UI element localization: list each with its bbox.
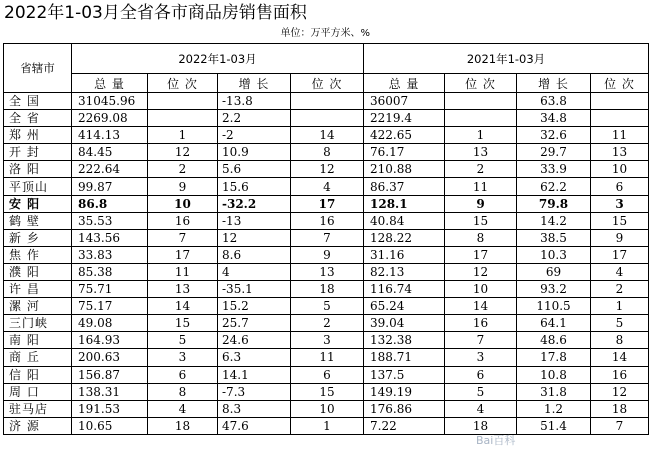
growth-2022-cell: -35.1: [218, 281, 291, 298]
growth-2022-cell: 6.3: [218, 349, 291, 366]
total-2022-cell: 99.87: [72, 178, 148, 195]
growth-2021-cell: 34.8: [517, 110, 591, 127]
rank-2021-cell: 17: [445, 246, 517, 263]
rank-2022-cell: 1: [148, 127, 218, 144]
total-2021-cell: 39.04: [364, 315, 445, 332]
growth-rank-2022-cell: [291, 110, 364, 127]
rank-2022-cell: 3: [148, 349, 218, 366]
growth-2021-cell: 62.2: [517, 178, 591, 195]
growth-2021-cell: 93.2: [517, 281, 591, 298]
growth-2021-cell: 33.9: [517, 161, 591, 178]
total-2021-cell: 40.84: [364, 212, 445, 229]
growth-rank-2021-cell: 7: [591, 417, 649, 434]
total-2021-cell: 422.65: [364, 127, 445, 144]
table-row: [4, 178, 649, 195]
growth-rank-2022-cell: 13: [291, 263, 364, 280]
growth-rank-2021-cell: 18: [591, 400, 649, 417]
growth-2022-cell: 8.6: [218, 246, 291, 263]
total-2022-header: 总 量: [72, 74, 148, 93]
growth-rank-2021-cell: 11: [591, 127, 649, 144]
page-title: 2022年1-03月全省各市商品房销售面积: [4, 3, 307, 23]
table-row: [4, 400, 649, 417]
region-name-cell: 郑 州: [4, 127, 72, 144]
growth-2021-cell: 29.7: [517, 144, 591, 161]
growth-rank-2022-cell: 12: [291, 161, 364, 178]
table-row: [4, 161, 649, 178]
rank-2021-cell: 16: [445, 315, 517, 332]
growth-rank-2022-cell: 14: [291, 127, 364, 144]
total-2022-cell: 10.65: [72, 417, 148, 434]
period-2021-header: 2021年1-03月: [364, 44, 649, 74]
growth-2022-cell: 15.6: [218, 178, 291, 195]
growth-rank-2021-cell: 3: [591, 195, 649, 212]
region-name-cell: 全 国: [4, 93, 72, 110]
table-row: [4, 195, 649, 212]
growth-rank-2021-cell: 9: [591, 229, 649, 246]
growth-rank-2022-cell: 15: [291, 383, 364, 400]
total-2022-cell: 33.83: [72, 246, 148, 263]
growth-2021-cell: 38.5: [517, 229, 591, 246]
growth-2021-cell: 79.8: [517, 195, 591, 212]
growth-2021-cell: 63.8: [517, 93, 591, 110]
rank-2022-cell: 2: [148, 161, 218, 178]
rank-2022-cell: 12: [148, 144, 218, 161]
total-2021-cell: 76.17: [364, 144, 445, 161]
total-2021-cell: 36007: [364, 93, 445, 110]
watermark-logo: Bai百科: [476, 434, 516, 447]
region-name-cell: 全 省: [4, 110, 72, 127]
rank-2022-cell: [148, 93, 218, 110]
rank-2022-cell: 4: [148, 400, 218, 417]
growth-rank-2022-header: 位 次: [291, 74, 364, 93]
growth-2022-cell: 8.3: [218, 400, 291, 417]
growth-2021-cell: 51.4: [517, 417, 591, 434]
growth-rank-2022-cell: 10: [291, 400, 364, 417]
table-row: [4, 383, 649, 400]
rank-2021-cell: 7: [445, 332, 517, 349]
growth-rank-2022-cell: 6: [291, 366, 364, 383]
region-name-cell: 漯 河: [4, 298, 72, 315]
total-2021-cell: 116.74: [364, 281, 445, 298]
growth-rank-2021-cell: 16: [591, 366, 649, 383]
growth-rank-2021-cell: 6: [591, 178, 649, 195]
growth-rank-2021-cell: 5: [591, 315, 649, 332]
total-2022-cell: 35.53: [72, 212, 148, 229]
rank-2022-cell: 14: [148, 298, 218, 315]
growth-rank-2021-cell: 1: [591, 298, 649, 315]
total-2022-cell: 86.8: [72, 195, 148, 212]
growth-rank-2022-cell: 16: [291, 212, 364, 229]
total-2022-cell: 2269.08: [72, 110, 148, 127]
growth-2021-cell: 10.8: [517, 366, 591, 383]
growth-rank-2021-cell: 15: [591, 212, 649, 229]
total-2021-cell: 176.86: [364, 400, 445, 417]
growth-2021-cell: 48.6: [517, 332, 591, 349]
rank-2021-cell: 1: [445, 127, 517, 144]
growth-rank-2022-cell: 1: [291, 417, 364, 434]
unit-label: 单位：万平方米、%: [280, 28, 370, 39]
growth-rank-2022-cell: [291, 93, 364, 110]
rank-2022-cell: 18: [148, 417, 218, 434]
region-name-cell: 许 昌: [4, 281, 72, 298]
growth-2022-cell: -32.2: [218, 195, 291, 212]
rank-2021-cell: [445, 93, 517, 110]
rank-2022-cell: 6: [148, 366, 218, 383]
rank-2022-cell: [148, 110, 218, 127]
region-name-cell: 济 源: [4, 417, 72, 434]
rank-2022-cell: 10: [148, 195, 218, 212]
region-name-cell: 开 封: [4, 144, 72, 161]
rank-2021-cell: 11: [445, 178, 517, 195]
region-name-cell: 鹤 壁: [4, 212, 72, 229]
region-name-cell: 洛 阳: [4, 161, 72, 178]
table-row: [4, 93, 649, 110]
growth-2021-cell: 10.3: [517, 246, 591, 263]
growth-2022-cell: 2.2: [218, 110, 291, 127]
region-name-cell: 安 阳: [4, 195, 72, 212]
total-2022-cell: 191.53: [72, 400, 148, 417]
total-2021-cell: 86.37: [364, 178, 445, 195]
growth-rank-2021-cell: 14: [591, 349, 649, 366]
growth-rank-2022-cell: 2: [291, 315, 364, 332]
growth-2021-cell: 110.5: [517, 298, 591, 315]
total-2022-cell: 84.45: [72, 144, 148, 161]
growth-rank-2022-cell: 7: [291, 229, 364, 246]
growth-2022-cell: 15.2: [218, 298, 291, 315]
growth-2022-cell: 47.6: [218, 417, 291, 434]
rank-2022-cell: 17: [148, 246, 218, 263]
total-2021-header: 总 量: [364, 74, 445, 93]
table-row: [4, 229, 649, 246]
rank-2021-cell: 3: [445, 349, 517, 366]
rank-2021-cell: 13: [445, 144, 517, 161]
growth-rank-2021-cell: 4: [591, 263, 649, 280]
table-row: [4, 246, 649, 263]
rank-2021-cell: 6: [445, 366, 517, 383]
total-2021-cell: 2219.4: [364, 110, 445, 127]
rank-2022-cell: 7: [148, 229, 218, 246]
total-2022-cell: 200.63: [72, 349, 148, 366]
region-name-cell: 南 阳: [4, 332, 72, 349]
total-2022-cell: 75.71: [72, 281, 148, 298]
growth-rank-2021-cell: 12: [591, 383, 649, 400]
growth-rank-2022-cell: 11: [291, 349, 364, 366]
region-name-cell: 平顶山: [4, 178, 72, 195]
total-2022-cell: 138.31: [72, 383, 148, 400]
growth-2022-cell: 5.6: [218, 161, 291, 178]
region-name-cell: 焦 作: [4, 246, 72, 263]
rank-2021-cell: 10: [445, 281, 517, 298]
total-2021-cell: 31.16: [364, 246, 445, 263]
rank-2022-cell: 11: [148, 263, 218, 280]
total-2022-cell: 143.56: [72, 229, 148, 246]
rank-2021-cell: [445, 110, 517, 127]
rank-2022-cell: 15: [148, 315, 218, 332]
region-name-cell: 三门峡: [4, 315, 72, 332]
rank-2021-cell: 8: [445, 229, 517, 246]
growth-rank-2022-cell: 5: [291, 298, 364, 315]
growth-rank-2021-cell: [591, 93, 649, 110]
total-2022-cell: 31045.96: [72, 93, 148, 110]
growth-2022-cell: -13: [218, 212, 291, 229]
table-row: [4, 366, 649, 383]
total-2021-cell: 132.38: [364, 332, 445, 349]
growth-rank-2022-cell: 3: [291, 332, 364, 349]
table-row: [4, 417, 649, 434]
rank-2021-cell: 9: [445, 195, 517, 212]
total-2022-cell: 75.17: [72, 298, 148, 315]
total-2022-cell: 85.38: [72, 263, 148, 280]
sales-area-table: [3, 43, 649, 435]
region-name-cell: 周 口: [4, 383, 72, 400]
growth-2022-cell: -7.3: [218, 383, 291, 400]
growth-2021-cell: 64.1: [517, 315, 591, 332]
table-row: [4, 144, 649, 161]
growth-2022-cell: 14.1: [218, 366, 291, 383]
region-column-header: 省辖市: [4, 44, 72, 93]
table-row: [4, 298, 649, 315]
rank-2021-cell: 14: [445, 298, 517, 315]
growth-2021-cell: 69: [517, 263, 591, 280]
growth-rank-2021-cell: 13: [591, 144, 649, 161]
total-2021-cell: 210.88: [364, 161, 445, 178]
total-2021-cell: 128.22: [364, 229, 445, 246]
rank-2022-cell: 5: [148, 332, 218, 349]
growth-rank-2021-header: 位 次: [591, 74, 649, 93]
growth-2022-cell: 4: [218, 263, 291, 280]
table-row: [4, 349, 649, 366]
total-2021-cell: 65.24: [364, 298, 445, 315]
total-2021-cell: 82.13: [364, 263, 445, 280]
rank-2022-cell: 13: [148, 281, 218, 298]
growth-rank-2021-cell: [591, 110, 649, 127]
total-2021-cell: 7.22: [364, 417, 445, 434]
growth-2022-cell: -13.8: [218, 93, 291, 110]
rank-2021-cell: 5: [445, 383, 517, 400]
growth-rank-2022-cell: 9: [291, 246, 364, 263]
growth-rank-2021-cell: 17: [591, 246, 649, 263]
table-row: [4, 263, 649, 280]
period-2022-header: 2022年1-03月: [72, 44, 364, 74]
rank-2021-cell: 4: [445, 400, 517, 417]
rank-2021-cell: 2: [445, 161, 517, 178]
growth-rank-2022-cell: 4: [291, 178, 364, 195]
growth-2022-cell: 12: [218, 229, 291, 246]
total-2022-cell: 222.64: [72, 161, 148, 178]
growth-2021-cell: 14.2: [517, 212, 591, 229]
growth-rank-2022-cell: 17: [291, 195, 364, 212]
rank-2022-cell: 8: [148, 383, 218, 400]
growth-rank-2022-cell: 18: [291, 281, 364, 298]
growth-rank-2021-cell: 2: [591, 281, 649, 298]
growth-rank-2021-cell: 10: [591, 161, 649, 178]
table-row: [4, 110, 649, 127]
growth-rank-2022-cell: 8: [291, 144, 364, 161]
table-row: [4, 281, 649, 298]
rank-2021-header: 位 次: [445, 74, 517, 93]
growth-2021-cell: 17.8: [517, 349, 591, 366]
growth-2021-cell: 32.6: [517, 127, 591, 144]
rank-2022-cell: 16: [148, 212, 218, 229]
total-2022-cell: 164.93: [72, 332, 148, 349]
growth-2022-cell: -2: [218, 127, 291, 144]
rank-2022-header: 位 次: [148, 74, 218, 93]
growth-2021-cell: 31.8: [517, 383, 591, 400]
rank-2021-cell: 18: [445, 417, 517, 434]
growth-2022-cell: 10.9: [218, 144, 291, 161]
total-2021-cell: 188.71: [364, 349, 445, 366]
growth-rank-2021-cell: 8: [591, 332, 649, 349]
region-name-cell: 信 阳: [4, 366, 72, 383]
region-name-cell: 商 丘: [4, 349, 72, 366]
growth-2022-cell: 24.6: [218, 332, 291, 349]
total-2021-cell: 149.19: [364, 383, 445, 400]
growth-2022-cell: 25.7: [218, 315, 291, 332]
total-2022-cell: 49.08: [72, 315, 148, 332]
rank-2021-cell: 12: [445, 263, 517, 280]
rank-2022-cell: 9: [148, 178, 218, 195]
total-2021-cell: 137.5: [364, 366, 445, 383]
total-2022-cell: 414.13: [72, 127, 148, 144]
region-name-cell: 濮 阳: [4, 263, 72, 280]
growth-2021-cell: 1.2: [517, 400, 591, 417]
rank-2021-cell: 15: [445, 212, 517, 229]
table-row: [4, 127, 649, 144]
table-row: [4, 332, 649, 349]
table-row: [4, 315, 649, 332]
region-name-cell: 新 乡: [4, 229, 72, 246]
growth-2021-header: 增 长: [517, 74, 591, 93]
total-2021-cell: 128.1: [364, 195, 445, 212]
region-name-cell: 驻马店: [4, 400, 72, 417]
table-row: [4, 212, 649, 229]
total-2022-cell: 156.87: [72, 366, 148, 383]
growth-2022-header: 增 长: [218, 74, 291, 93]
